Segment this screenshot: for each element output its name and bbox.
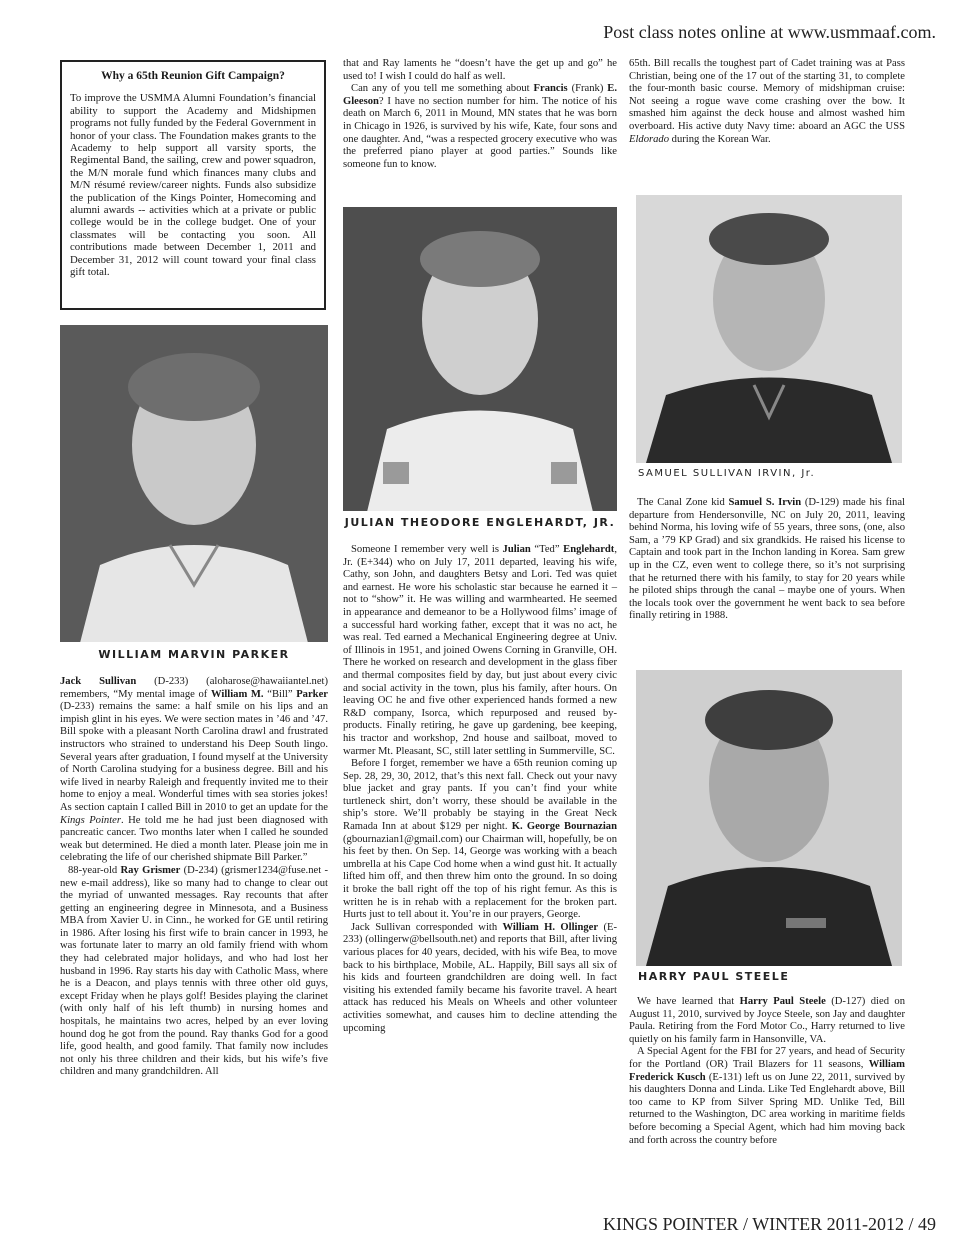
box-body: To improve the USMMA Alumni Foundation’s financial ability to support the Academy and Midshipmen programs not fully funded by the Federal Government in honor of your class. The Foundation makes grants to the Academy to help support all varsity sports, the Regimental Band, the sailing, crew and power squadron, the M/N morale fund which finances many clubs and M/N résumé review/career nights. Funds also subsidize the publication of the Kings Pointer, Homecoming and alumni awards -- activities which at a private or public college would be in the college budget. One of your classmates will be contacting you soon. All contributions made between December 1, 2011 and December 31, 2012 will count toward your final class gift total. xyxy=(70,92,316,279)
paragraph-englehardt: Someone I remember very well is Julian “Ted” Englehardt, Jr. (E+344) who on July 17, 2011 departed, leaving his wife, Cathy, son John, and daughters Betsy and Lori. Ted was quiet and earnest. He wore his scholastic star because he earned it – not to “show” it. He was willing and warmhearted. He seemed in appearance and demeanor to be a Hollywood films’ image of a successful hard working father, except that it was no act, he was real. Ted earned a Mechanical Engineering degree at Univ. of Illinois in 1951, and joined Owens Corning in Granville, OH. There he worked on research and development in the glass fiber and thermal composites field by day, but just about every civic and social activity in the town, plus his family, after hours. On leaving OC he and five other experienced hands formed a new R&D company, Isorca, which repurposed and reused by-products. Finally retiring, he gave up gardening, bee keeping, his tractor and workshop, 2nd house and sailboat, moved to warmer Mt. Pleasant, SC, still later settling in Summerville, SC. xyxy=(343,544,617,757)
reunion-gift-box xyxy=(60,60,326,310)
column-2-text-top xyxy=(343,58,617,171)
column-3-text-middle xyxy=(629,497,905,623)
column-1-text xyxy=(60,676,328,1079)
column-2-text-bottom xyxy=(343,544,617,1035)
paragraph-steele: We have learned that Harry Paul Steele (D-127) died on August 11, 2010, survived by Joyce Steele, son Jay and daughter Paula. Retiring from the Ford Motor Co., Harry returned to live quietly on his family farm in Hansonville, VA. xyxy=(629,996,906,1045)
portrait-figure xyxy=(60,325,328,668)
paragraph-sullivan-parker: Jack Sullivan (D-233) (aloharose@hawaiiantel.net) remembers, “My mental image of William M. “Bill” Parker (D-233) remains the same: a half smile on his lips and an impish glint in his eyes. We were section mates in ’46 and ’47. Bill spoke with a pleasant North Carolina drawl and frustrated instructors who strained to understand his Deep South lingo. Several years after graduation, I found myself at the University of North Carolina studying for a business degree. Bill and his wife lived in nearby Raleigh and frequently invited me to their home to enjoy a meal. Wonderful times with sea stories jokes! As section captain I called Bill in 2010 to get an update for the Kings Pointer. He told me he had just been diagnosed with pancreatic cancer. Two months later when I called he sounded weak but determined. He died a month later. Please join me in celebrating the life of our cherished shipmate Bill Parker.” xyxy=(60,676,328,864)
photo-caption-englehardt: JULIAN THEODORE ENGLEHARDT, JR. xyxy=(343,511,617,535)
footer-page-info: KINGS POINTER / WINTER 2011-2012 / 49 xyxy=(603,1214,936,1234)
portrait-figure xyxy=(636,195,902,485)
paragraph-ollinger-cont: 65th. Bill recalls the toughest part of Cadet training was at Pass Christian, being one of the 17 out of the starting 31, to complete the four-month basic course. Memory of midshipman cruise: Not seeing a rogue wave come crashing over the bow. It smashed him against the deck house and almost washed him overboard. His active duty Navy time: aboard an AGC the USS Eldorado during the Korean War. xyxy=(629,58,905,145)
photo-samuel-irvin xyxy=(636,195,902,485)
box-title: Why a 65th Reunion Gift Campaign? xyxy=(101,70,285,82)
photo-caption-parker: WILLIAM MARVIN PARKER xyxy=(60,642,328,668)
column-3-text-top xyxy=(629,58,905,146)
paragraph-grismer-cont: that and Ray laments he “doesn’t have the get up and go” he used to! I wish I could do half as well. xyxy=(343,58,617,82)
photo-harry-steele xyxy=(636,670,902,988)
photo-julian-englehardt xyxy=(343,207,617,535)
column-3-text-bottom xyxy=(629,996,905,1147)
paragraph-irvin: The Canal Zone kid Samuel S. Irvin (D-129) made his final departure from Hendersonville, NC on July 20, 2011, leaving behind Norma, his loving wife of 55 years, three sons, (one, also Sam, a ’79 KP Grad) and six grandkids. He raised his license to Captain and took part in the Inchon landing in Korea. Sam grew up in the CZ, even went to college there, so it’s not surprising that he returned there with his family, to stay for 20 years while he piloted ships through the canal – maybe one of yours. When the locals took over the government he went back to sea before finally retiring in 1988. xyxy=(629,497,905,622)
paragraph-kusch: A Special Agent for the FBI for 27 years, and head of Security for the Portland (OR) Trail Blazers for 11 seasons, William Frederick Kusch (E-131) left us on June 22, 2011, survived by his daughters Donna and Linda. Like Ted Englehardt above, Bill too came to KP from Silver Spring MD. Unlike Ted, Bill returned to the Washington, DC area working in maritime fields before becoming a Special Agent, which had him moving back and forth across the country before xyxy=(629,1046,906,1146)
portrait-figure xyxy=(636,670,902,988)
portrait-figure xyxy=(343,207,617,535)
paragraph-grismer: 88-year-old Ray Grismer (D-234) (grismer1234@fuse.net - new e-mail address), like so many had to change to clear out the myriad of unwanted messages. Ray recounts that after getting an engineering degree in Minnesota, and a Business MBA from Xavier U. in Cinn., he worked for GE until retiring in 1986. After losing his first wife to brain cancer in 1993, he was fortunate later to marry an old family friend with whom they had celebrated major holidays, and who had lost her husband in 1996. Ray starts his day with Catholic Mass, where he is a Deacon, and plays tennis with three other old guys, except Friday when he plays golf! Besides playing the clarinet (with only half of his left thumb) in nursing homes and hospitals, he maintains two acres, helped by an ever loving hound dog he got from the pound. Ray thanks God for a good life, good health, and good family. That family now includes not only his three children and their kids, but his wife’s five children and many grandchildren. All xyxy=(60,864,328,1078)
photo-caption-irvin: SAMUEL SULLIVAN IRVIN, Jr. xyxy=(636,463,902,485)
paragraph-ollinger: Jack Sullivan corresponded with William H. Ollinger (E-233) (ollingerw@bellsouth.net) and reports that Bill, after living various places for 40 years, decided, with his wife Bea, to move back to his birthplace, Mobile, AL. Happily, Bill says all six of his kids and fourteen grandchildren are doing well. In fact visiting his extended family became his favorite travel. A heart attack has reduced his Meals on Wheels and other volunteer activities somewhat, and causes him to decline attending the upcoming xyxy=(343,921,617,1034)
paragraph-gleeson: Can any of you tell me something about Francis (Frank) E. Gleeson? I have no section number for him. The notice of his death on March 6, 2011 in Mound, MN states that he was born in Chicago in 1926, is survived by his wife, Kate, four sons and one daughter. And, “was a respected grocery executive who was the preferred piano player at good parties.” Sounds like someone fun to know. xyxy=(343,83,617,170)
header-note: Post class notes online at www.usmmaaf.com. xyxy=(603,22,936,42)
paragraph-reunion: Before I forget, remember we have a 65th reunion coming up Sep. 28, 29, 30, 2012, that’s this next fall. Check out your navy blue jacket and gray pants. If you can’t find your white turtleneck shirt, don’t worry, these should be available in the ship’s store. We’ll probably be staying in the Great Neck Ramada Inn at about $129 per night. K. George Bournazian (gbournazian1@gmail.com) our Chairman will, hopefully, be on his feet by then. On Sep. 14, George was working with a beach umbrella at his Cape Cod home when a wind gust hit. It actually lifted him off, and then threw him onto the ground. In so doing it broke the ball right off the top of his right femur. As this is written he is in rehab with a replacement for the broken part. Hurts just to tell about it. You’re in our prayers, George. xyxy=(343,758,617,921)
photo-william-parker xyxy=(60,325,328,668)
photo-caption-steele: HARRY PAUL STEELE xyxy=(636,966,902,988)
